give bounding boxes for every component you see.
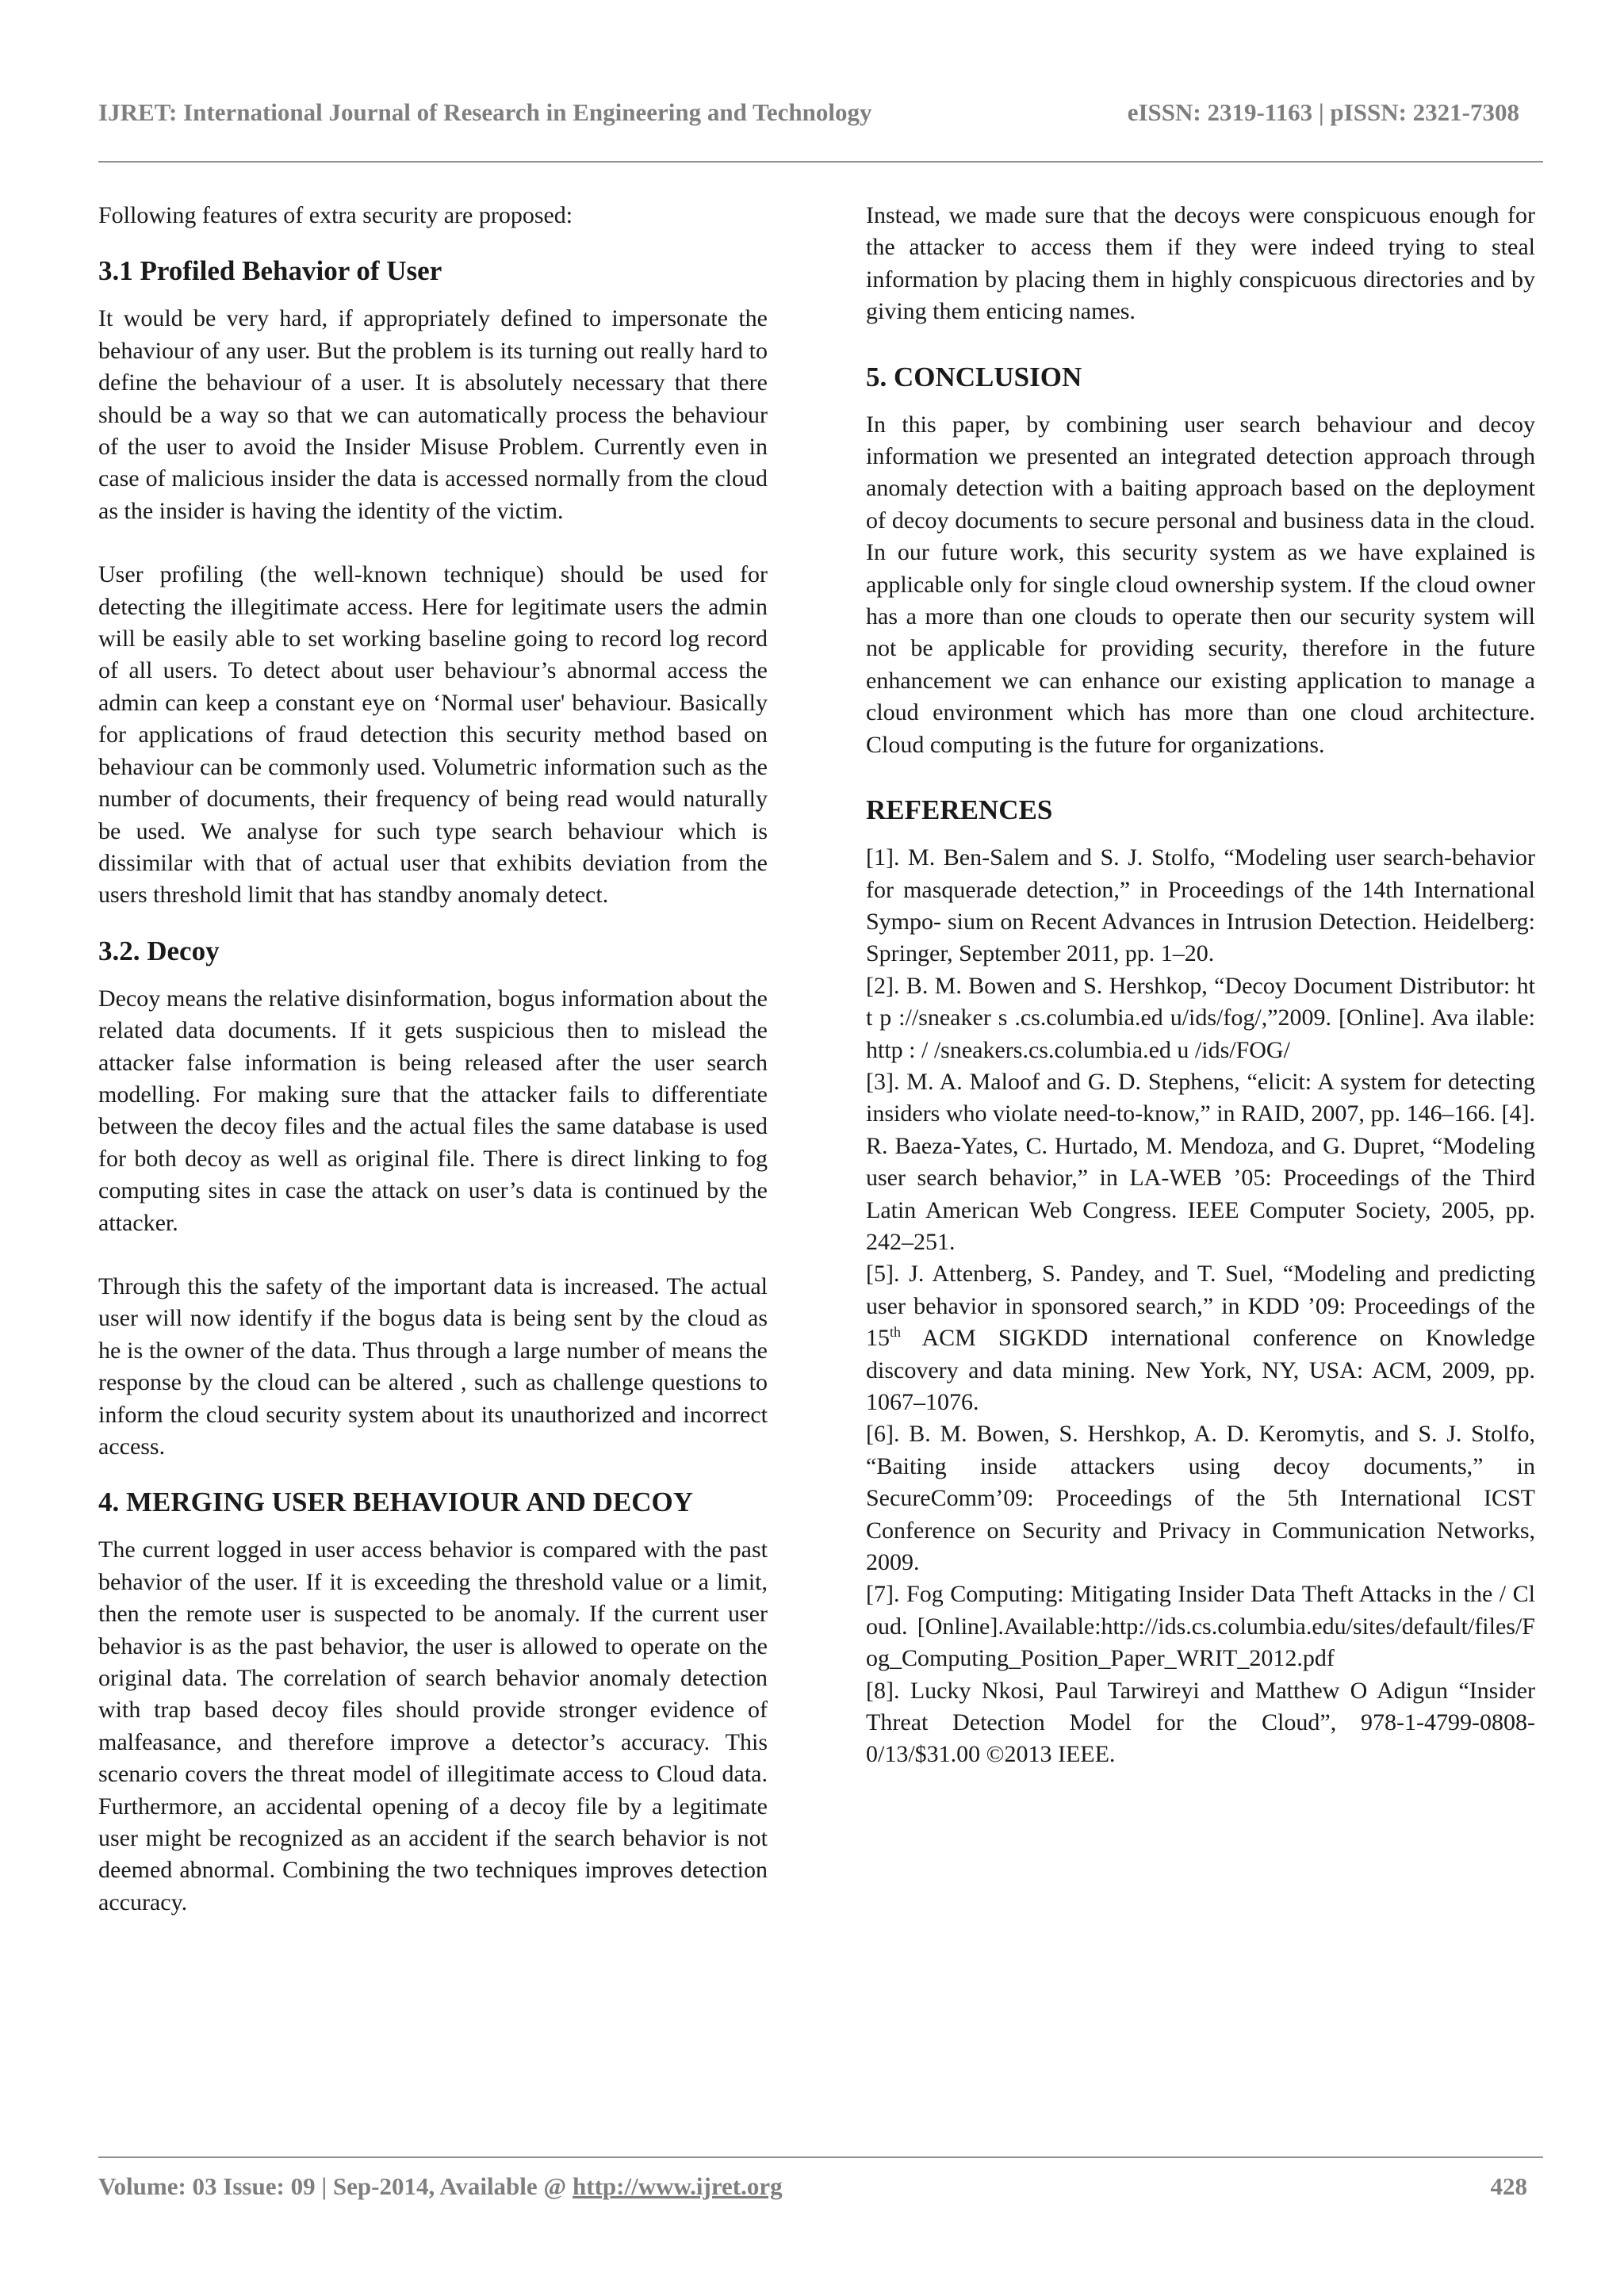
intro-text: Following features of extra security are proposed: xyxy=(98,202,573,228)
reference-item: [1]. M. Ben-Salem and S. J. Stolfo, “Modeling user search-behavior for masquerade detection,” in Proceedings of the 14th International Sympo- sium on Recent Advances in Intrusion Detection. Heidelberg: Springer, September 2011, pp. 1–20. xyxy=(866,844,1535,967)
issn: eISSN: 2319-1163 | pISSN: 2321-7308 xyxy=(1127,98,1519,126)
continued-paragraph: Instead, we made sure that the decoys were conspicuous enough for the attacker to access them if they were indeed trying to steal information by placing them in highly conspicuous directories and by giving them enticing names. xyxy=(866,202,1535,325)
page-footer xyxy=(98,2172,1543,2201)
reference-item: [7]. Fog Computing: Mitigating Insider Data Theft Attacks in the / Cloud. [Online].Available:http://ids.cs.columbia.edu/sites/default/files/Fog_Computing_Position_Paper_WRIT_2012.pdf xyxy=(866,1581,1535,1672)
reference-item xyxy=(866,1258,1535,1418)
section-3-2-paragraph-1: Decoy means the relative disinformation, bogus information about the related data documents. If it gets suspicious then to mislead the attacker false information is being released after the user search modelling. For making sure that the attacker fails to differentiate between the decoy files and the actual files the same database is used for both decoy as well as original file. There is direct linking to fog computing sites in case the attack on user’s data is continued by the attacker. xyxy=(98,985,768,1236)
page-number: 428 xyxy=(1490,2172,1527,2200)
section-3-1-title: 3.1 Profiled Behavior of User xyxy=(98,255,442,287)
section-3-1-paragraph-1: It would be very hard, if appropriately defined to impersonate the behaviour of any user. But the problem is its turning out really hard to define the behaviour of a user. It is absolutely necessary that there should be a way so that we can automatically process the behaviour of the user to avoid the Insider Misuse Problem. Currently even in case of malicious insider the data is accessed normally from the cloud as the insider is having the identity of the victim. xyxy=(98,305,768,524)
section-4-title: 4. MERGING USER BEHAVIOUR AND DECOY xyxy=(98,1487,694,1518)
journal-link[interactable]: http://www.ijret.org xyxy=(573,2172,783,2200)
section-3-2-paragraph-2: Through this the safety of the important data is increased. The actual user will now identify if the bogus data is being sent by the cloud as he is the owner of the data. Thus through a large number of means the response by the cloud can be altered , such as challenge questions to inform the cloud security system about its unauthorized and incorrect access. xyxy=(98,1272,768,1460)
section-3-1-paragraph-2: User profiling (the well-known technique) should be used for detecting the illegitimate access. Here for legitimate users the admin will be easily able to set working baseline going to record log record of all users. To detect about user behaviour’s abnormal access the admin can keep a constant eye on ‘Normal user' behaviour. Basically for applications of fraud detection this security method based on behaviour can be commonly used. Volumetric information such as the number of documents, their frequency of being read would naturally be used. We analyse for such type search behaviour which is dissimilar with that of actual user that exhibits deviation from the users threshold limit that has standby anomaly detect. xyxy=(98,561,768,909)
page-header xyxy=(98,98,1543,127)
conclusion-paragraph: In this paper, by combining user search behaviour and decoy information we presented an integrated detection approach through anomaly detection with a baiting approach based on the deployment of decoy documents to secure personal and business data in the cloud. In our future work, this security system as we have explained is applicable only for single cloud ownership system. If the cloud owner has a more than one clouds to operate then our security system will not be applicable for providing security, therefore in the future enhancement we can enhance our existing application to manage a cloud environment which has more than one cloud architecture. Cloud computing is the future for organizations. xyxy=(866,411,1535,758)
section-5-title: 5. CONCLUSION xyxy=(866,361,1082,392)
reference-item: [2]. B. M. Bowen and S. Hershkop, “Decoy Document Distributor: ht t p ://sneaker s .cs.columbia.ed u/ids/fog/,”2009. [Online]. Ava ilable: http : / /sneakers.cs.columbia.ed u /ids/FOG/ xyxy=(866,972,1535,1063)
header-rule xyxy=(98,161,1543,163)
right-column xyxy=(866,200,1535,1771)
reference-item: [8]. Lucky Nkosi, Paul Tarwireyi and Matthew O Adigun “Insider Threat Detection Model for the Cloud”, 978-1-4799-0808-0/13/$31.00 ©2013 IEEE. xyxy=(866,1677,1535,1768)
journal-title: IJRET: International Journal of Research in Engineering and Technology xyxy=(98,98,872,126)
left-column xyxy=(98,200,768,1919)
references-title: REFERENCES xyxy=(866,794,1053,826)
section-3-2-title: 3.2. Decoy xyxy=(98,935,220,966)
section-4-paragraph: The current logged in user access behavior is compared with the past behavior of the user. If it is exceeding the threshold value or a limit, then the remote user is suspected to be anomaly. If the current user behavior is as the past behavior, the user is allowed to operate on the original data. The correlation of search behavior anomaly detection with trap based decoy files should provide stronger evidence of malfeasance, and therefore improve a detector’s accuracy. This scenario covers the threat model of illegitimate access to Cloud data. Furthermore, an accidental opening of a decoy file by a legitimate user might be recognized as an accident if the search behavior is not deemed abnormal. Combining the two techniques improves detection accuracy. xyxy=(98,1536,768,1915)
reference-item: [3]. M. A. Maloof and G. D. Stephens, “elicit: A system for detecting insiders who violate need-to-know,” in RAID, 2007, pp. 146–166. [4]. R. Baeza-Yates, C. Hurtado, M. Mendoza, and G. Dupret, “Modeling user search behavior,” in LA-WEB ’05: Proceedings of the Third Latin American Web Congress. IEEE Computer Society, 2005, pp. 242–251. xyxy=(866,1068,1535,1255)
reference-5-part-b: ACM SIGKDD international conference on Knowledge discovery and data mining. New York, NY, USA: ACM, 2009, pp. 1067–1076. xyxy=(866,1325,1535,1415)
reference-5-part-a: [5]. J. Attenberg, S. Pandey, and T. Suel, “Modeling and predicting user behavior in sponsored search,” in KDD ’09: Proceedings of the 15 xyxy=(866,1261,1535,1352)
footer-volume: Volume: 03 Issue: 09 | Sep-2014, Available @ xyxy=(98,2172,573,2200)
reference-item: [6]. B. M. Bowen, S. Hershkop, A. D. Keromytis, and S. J. Stolfo, “Baiting inside attackers using decoy documents,” in SecureComm’09: Proceedings of the 5th International ICST Conference on Security and Privacy in Communication Networks, 2009. xyxy=(866,1421,1535,1576)
reference-5-superscript: th xyxy=(890,1324,902,1341)
references-list xyxy=(866,842,1535,1771)
footer-rule xyxy=(98,2156,1543,2158)
